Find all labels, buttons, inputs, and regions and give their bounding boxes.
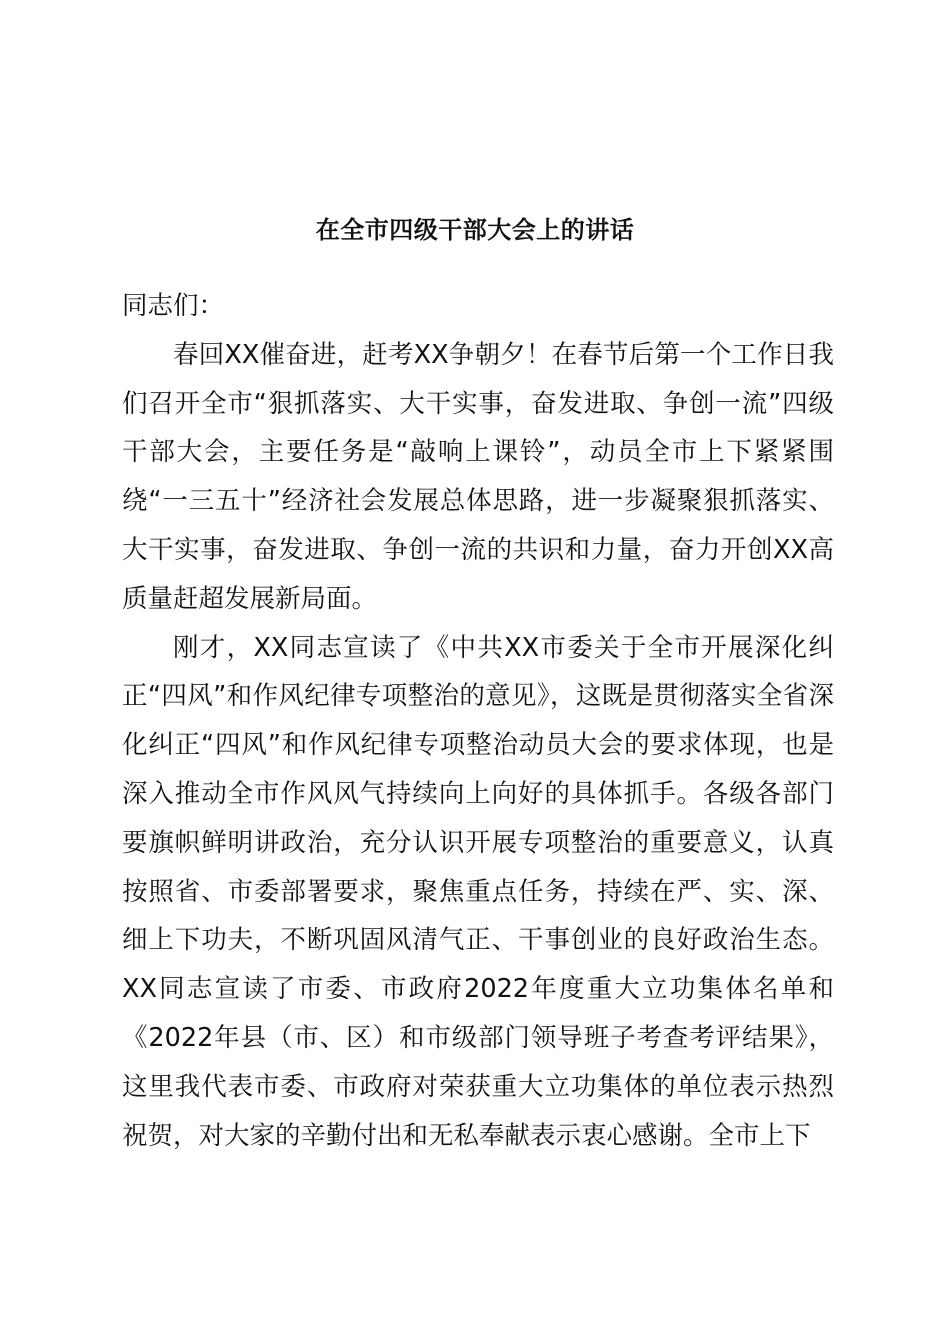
document-title: 在全市四级干部大会上的讲话 [315,216,635,244]
document-body [122,282,834,1160]
paragraph-2: 刚才，XX同志宣读了《中共XX市委关于全市开展深化纠正“四风”和作风纪律专项整治的意见》，这既是贯彻落实全省深化纠正“四风”和作风纪律专项整治动员大会的要求体现，也是深入推动全市作风风气持续向上向好的具体抓手。各级各部门要旗帜鲜明讲政治，充分认识开展专项整治的重要意义，认真按照省、市委部署要求，聚焦重点任务，持续在严、实、深、细上下功夫，不断巩固风清气正、干事创业的良好政治生态。XX同志宣读了市委、市政府2022年度重大立功集体名单和《2022年县（市、区）和市级部门领导班子考查考评结果》，这里我代表市委、市政府对荣获重大立功集体的单位表示热烈祝贺，对大家的辛勤付出和无私奉献表示衷心感谢。全市上下 [122,632,834,1151]
paragraph-1: 春回XX催奋进，赶考XX争朝夕！在春节后第一个工作日我们召开全市“狠抓落实、大干实事，奋发进取、争创一流”四级干部大会，主要任务是“敲响上课铃”，动员全市上下紧紧围绕“一三五十”经济社会发展总体思路，进一步凝聚狠抓落实、大干实事，奋发进取、争创一流的共识和力量，奋力开创XX高质量赶超发展新局面。 [122,339,834,614]
salutation: 同志们： [122,291,225,321]
